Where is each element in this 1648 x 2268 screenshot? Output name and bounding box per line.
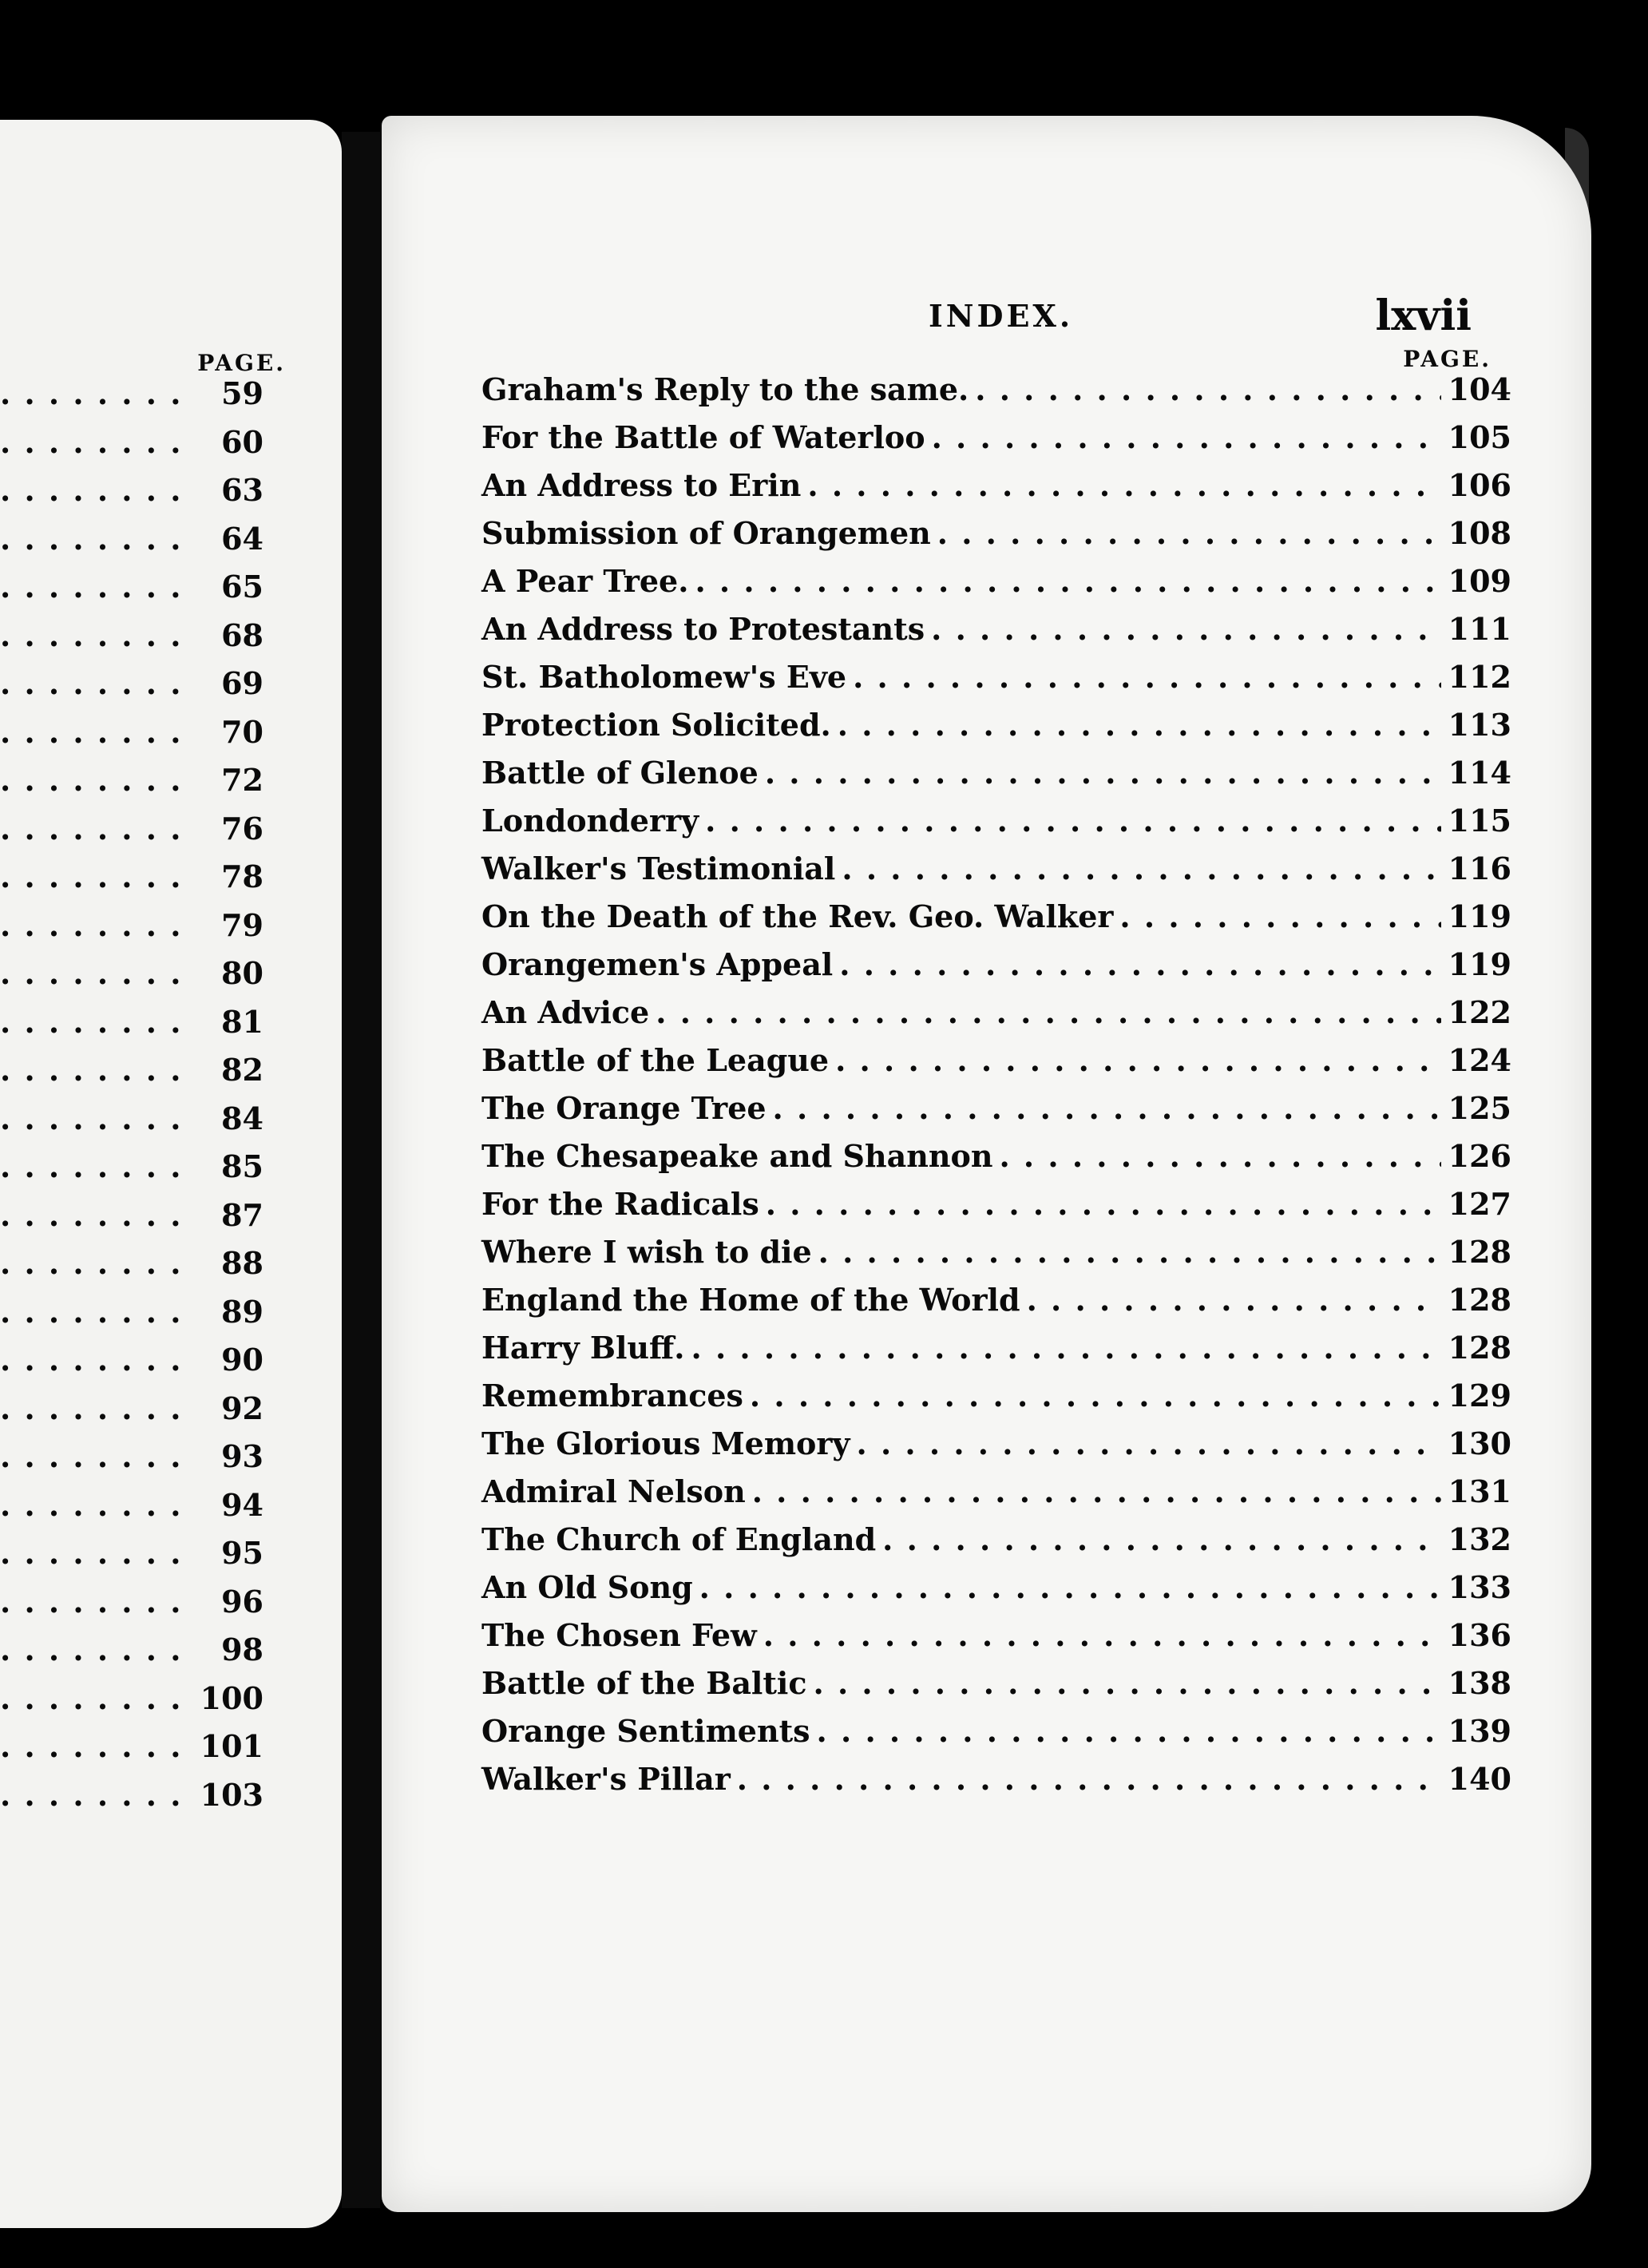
index-row [481,755,1511,803]
dot-leader [750,1378,1441,1414]
page-number-numeral: lxvii [1375,291,1472,340]
dot-leader [705,803,1441,839]
index-entry-page-number: 114 [1448,755,1511,791]
left-index-page-number: 70 [221,713,263,750]
index-entry-page-number: 106 [1448,467,1511,503]
index-entry-title: Battle of the League [481,1042,830,1078]
index-entry-title: The Orange Tree [481,1090,767,1126]
left-index-page-number: 65 [221,569,263,605]
left-index-page-number: 64 [221,520,263,557]
left-index-row [0,1245,263,1294]
left-index-page-number: 98 [221,1632,263,1667]
index-row [481,1617,1511,1665]
dot-leader [0,858,182,894]
dot-leader [0,907,182,943]
left-index-row [0,1777,263,1826]
left-index-row [0,907,263,956]
index-entry-title: Graham's Reply to the same. [481,371,969,407]
left-index-page-number: 87 [221,1196,263,1233]
left-index-page-number: 94 [221,1486,263,1523]
left-index-page-number: 59 [221,375,263,411]
left-index-page-number: 100 [200,1679,263,1716]
index-entry-page-number: 122 [1448,994,1511,1030]
left-index-page-number: 79 [221,906,263,943]
index-entry-page-number: 133 [1448,1569,1511,1605]
dot-leader [763,1617,1441,1653]
index-row [481,419,1511,467]
dot-leader [0,1728,182,1764]
index-entry-page-number: 128 [1448,1234,1511,1270]
dot-leader [0,1342,182,1378]
index-entry-title: The Chosen Few [481,1617,757,1653]
index-row [481,1282,1511,1330]
left-index-row [0,1197,263,1246]
index-entry-title: St. Batholomew's Eve [481,659,847,695]
dot-leader [0,1004,182,1040]
left-index-page-number: 93 [221,1438,263,1474]
dot-leader [699,1569,1441,1605]
index-row [481,467,1511,515]
index-entry-page-number: 125 [1448,1090,1511,1126]
index-entry-page-number: 128 [1448,1282,1511,1318]
index-entry-page-number: 116 [1448,850,1511,886]
index-entry-title: Orange Sentiments [481,1713,810,1749]
index-entry-title: A Pear Tree. [481,563,689,599]
index-row [481,994,1511,1042]
dot-leader [773,1090,1441,1126]
left-index-page-number: 88 [221,1245,263,1281]
index-row [481,850,1511,898]
index-entry-page-number: 127 [1448,1186,1511,1222]
left-index-page-number: 85 [221,1148,263,1184]
index-entry-page-number: 113 [1448,707,1511,743]
index-entry-page-number: 112 [1448,659,1511,695]
index-entry-title: Londonderry [481,803,699,839]
left-index-page-number: 84 [221,1100,263,1136]
left-index-page-number: 72 [221,762,263,798]
left-index-page-number: 80 [221,955,263,991]
index-row [481,1425,1511,1473]
dot-leader [0,1487,182,1523]
index-entry-title: Where I wish to die [481,1234,812,1270]
left-index-row [0,1342,263,1390]
dot-leader [975,371,1441,407]
left-index-row [0,1294,263,1342]
dot-leader [842,850,1441,886]
left-page [0,120,342,2228]
dot-leader [0,1197,182,1233]
dot-leader [0,1245,182,1281]
right-page [382,116,1591,2212]
dot-leader [0,375,182,411]
index-entry-title: Orangemen's Appeal [481,946,834,982]
index-entry-title: An Advice [481,994,650,1030]
dot-leader [0,521,182,557]
left-index-page-number: 92 [221,1390,263,1426]
index-entry-title: An Old Song [481,1569,693,1605]
dot-leader [882,1521,1441,1557]
left-index-row [0,1535,263,1584]
index-row [481,611,1511,659]
index-entry-page-number: 131 [1448,1473,1511,1509]
dot-leader [0,617,182,653]
left-index-page-number: 78 [221,858,263,894]
dot-leader [0,424,182,460]
left-index-page-number: 76 [221,810,263,847]
index-list [481,371,1511,1809]
index-row [481,803,1511,850]
dot-leader [0,1438,182,1474]
dot-leader [765,755,1441,791]
index-entry-title: England the Home of the World [481,1282,1020,1318]
right-page-column-label: PAGE. [1403,346,1492,372]
dot-leader [0,1535,182,1571]
left-index-row [0,472,263,521]
index-entry-page-number: 138 [1448,1665,1511,1701]
dot-leader [1027,1282,1441,1318]
left-index-page-number: 68 [221,617,263,653]
dot-leader [1119,898,1441,934]
left-index-page-number: 60 [221,423,263,460]
index-entry-title: For the Radicals [481,1186,759,1222]
left-index-row [0,1584,263,1632]
index-entry-title: The Chesapeake and Shannon [481,1138,993,1174]
index-entry-page-number: 108 [1448,515,1511,551]
left-index-row [0,375,263,424]
dot-leader [0,714,182,750]
index-entry-page-number: 119 [1448,898,1511,934]
left-index-page-number: 63 [221,472,263,508]
dot-leader [0,1052,182,1088]
left-index-row [0,1438,263,1487]
left-index-row [0,1680,263,1729]
index-row [481,1569,1511,1617]
dot-leader [656,994,1441,1030]
index-row [481,1330,1511,1378]
index-entry-title: The Church of England [481,1521,877,1557]
index-entry-page-number: 126 [1448,1138,1511,1174]
dot-leader [695,563,1441,599]
index-entry-page-number: 111 [1448,611,1511,647]
left-index-row [0,1632,263,1680]
dot-leader [839,946,1441,982]
index-row [481,1090,1511,1138]
index-entry-title: Remembrances [481,1378,743,1414]
index-row [481,1042,1511,1090]
page-title: INDEX. [929,298,1074,334]
index-entry-page-number: 115 [1448,803,1511,839]
index-row [481,707,1511,755]
index-entry-title: An Address to Erin [481,467,802,503]
index-row [481,1138,1511,1186]
dot-leader [807,467,1441,503]
left-index-row [0,1100,263,1149]
left-index-row [0,1148,263,1197]
left-index-row [0,1487,263,1536]
dot-leader [766,1186,1441,1222]
index-entry-title: Harry Bluff. [481,1330,685,1366]
index-entry-title: Admiral Nelson [481,1473,746,1509]
index-entry-title: Battle of Glenoe [481,755,759,791]
index-entry-page-number: 129 [1448,1378,1511,1414]
left-index-row [0,569,263,617]
dot-leader [0,1148,182,1184]
dot-leader [814,1665,1442,1701]
dot-leader [937,515,1441,551]
index-entry-page-number: 104 [1448,371,1511,407]
index-row [481,1186,1511,1234]
left-index-row [0,714,263,763]
dot-leader [999,1138,1441,1174]
dot-leader [931,611,1441,647]
dot-leader [0,665,182,701]
left-index-page-number: 90 [221,1342,263,1378]
left-index-page-number: 103 [200,1776,263,1813]
index-entry-page-number: 130 [1448,1425,1511,1461]
left-page-column-label: PAGE. [197,350,286,376]
index-entry-page-number: 124 [1448,1042,1511,1078]
left-index-row [0,1004,263,1053]
index-row [481,1473,1511,1521]
left-page-list [0,375,263,1825]
index-row [481,1378,1511,1425]
dot-leader [0,811,182,847]
index-entry-title: An Address to Protestants [481,611,925,647]
index-entry-title: Submission of Orangemen [481,515,931,551]
left-index-page-number: 96 [221,1583,263,1620]
dot-leader [0,955,182,991]
dot-leader [817,1713,1441,1749]
index-entry-title: Walker's Testimonial [481,850,836,886]
index-entry-page-number: 128 [1448,1330,1511,1366]
dot-leader [0,1100,182,1136]
left-index-row [0,521,263,569]
index-entry-title: On the Death of the Rev. Geo. Walker [481,898,1114,934]
index-entry-page-number: 132 [1448,1521,1511,1557]
index-row [481,1521,1511,1569]
index-row [481,659,1511,707]
index-entry-title: Battle of the Baltic [481,1665,807,1701]
left-index-page-number: 89 [221,1293,263,1330]
dot-leader [0,762,182,798]
dot-leader [0,1777,182,1813]
dot-leader [0,472,182,508]
dot-leader [838,707,1441,743]
dot-leader [0,569,182,605]
dot-leader [818,1234,1441,1270]
index-row [481,1713,1511,1761]
left-index-row [0,617,263,666]
dot-leader [932,419,1441,455]
index-entry-title: The Glorious Memory [481,1425,850,1461]
dot-leader [752,1473,1441,1509]
index-entry-page-number: 139 [1448,1713,1511,1749]
left-index-row [0,1052,263,1100]
left-index-row [0,955,263,1004]
dot-leader [0,1680,182,1716]
left-index-page-number: 82 [221,1052,263,1088]
dot-leader [0,1584,182,1620]
index-row [481,946,1511,994]
index-row [481,371,1511,419]
left-index-page-number: 95 [221,1535,263,1571]
left-index-page-number: 101 [200,1728,263,1764]
index-entry-page-number: 109 [1448,563,1511,599]
index-entry-title: Walker's Pillar [481,1761,731,1797]
index-row [481,1761,1511,1809]
dot-leader [835,1042,1441,1078]
dot-leader [0,1632,182,1667]
dot-leader [737,1761,1441,1797]
dot-leader [857,1425,1442,1461]
index-entry-page-number: 105 [1448,419,1511,455]
left-index-row [0,665,263,714]
left-index-row [0,1390,263,1439]
left-index-row [0,762,263,811]
index-row [481,898,1511,946]
left-index-page-number: 69 [221,665,263,701]
dot-leader [0,1294,182,1330]
index-entry-page-number: 119 [1448,946,1511,982]
left-index-page-number: 81 [221,1003,263,1040]
dot-leader [853,659,1441,695]
index-row [481,1234,1511,1282]
dot-leader [691,1330,1441,1366]
index-row [481,563,1511,611]
dot-leader [0,1390,182,1426]
left-index-row [0,811,263,859]
index-entry-title: Protection Solicited. [481,707,831,743]
left-index-row [0,424,263,473]
left-index-row [0,1728,263,1777]
index-entry-title: For the Battle of Waterloo [481,419,925,455]
index-row [481,1665,1511,1713]
index-entry-page-number: 136 [1448,1617,1511,1653]
index-entry-page-number: 140 [1448,1761,1511,1797]
index-row [481,515,1511,563]
left-index-row [0,858,263,907]
book-binding [342,132,380,2208]
